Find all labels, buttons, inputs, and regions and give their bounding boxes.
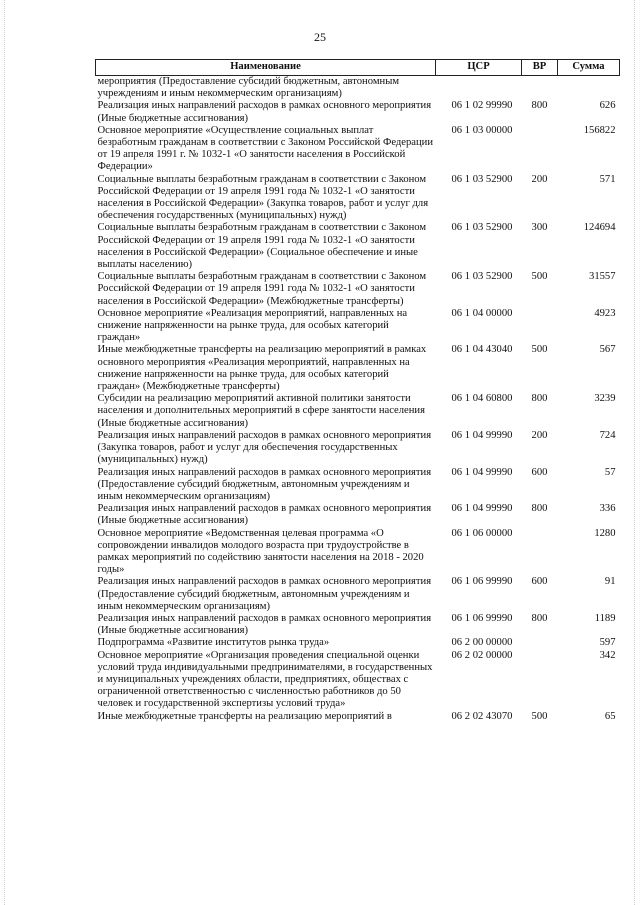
row-sum: 1189 bbox=[594, 612, 616, 624]
row-sum: 91 bbox=[604, 576, 616, 588]
row-sum: 4923 bbox=[594, 307, 616, 319]
row-name: Реализация иных направлений расходов в рамках основного мероприятия (Иные бюджетные ассигнования) bbox=[97, 612, 432, 637]
row-csr: 06 1 04 00000 bbox=[451, 307, 513, 319]
table-row bbox=[96, 467, 620, 504]
scan-edge-left bbox=[4, 0, 6, 905]
row-name: Социальные выплаты безработным гражданам в соответствии с Законом Российской Федерации от 19 апреля 1991 года № 1032-1 «О занятости населения в Российской Федерации» (Социальное обеспечение и иные выплаты населению) bbox=[97, 222, 427, 271]
row-name: Реализация иных направлений расходов в рамках основного мероприятия (Иные бюджетные ассигнования) bbox=[97, 100, 432, 124]
row-csr: 06 1 04 99990 bbox=[451, 503, 513, 515]
row-csr: 06 1 04 43040 bbox=[451, 344, 513, 356]
header-name: Наименование bbox=[96, 60, 436, 76]
row-sum: 57 bbox=[604, 466, 616, 478]
row-csr: 06 1 06 99990 bbox=[451, 576, 513, 588]
row-csr: 06 1 06 99990 bbox=[451, 612, 513, 624]
row-vr: 300 bbox=[531, 222, 548, 234]
row-vr: 500 bbox=[531, 710, 548, 722]
row-name: Социальные выплаты безработным гражданам в соответствии с Законом Российской Федерации от 19 апреля 1991 года № 1032-1 «О занятости населения в Российской Федерации» (Закупка товаров, работ и услуг для обеспечения государственных (муниципальных) нужд) bbox=[97, 173, 429, 222]
row-sum: 567 bbox=[599, 344, 616, 356]
row-sum: 1280 bbox=[594, 527, 616, 539]
table-row bbox=[96, 222, 620, 271]
row-name: Социальные выплаты безработным гражданам в соответствии с Законом Российской Федерации от 19 апреля 1991 года № 1032-1 «О занятости населения в Российской Федерации» (Межбюджетные трансферты) bbox=[97, 271, 427, 307]
row-sum: 597 bbox=[599, 637, 616, 649]
row-csr bbox=[436, 76, 522, 101]
row-name: Основное мероприятие «Осуществление социальных выплат безработным гражданам в соответствии с Законом Российской Федерации от 19 апреля 1991 г. № 1032-1 «О занятости населения в Российской Федерации» bbox=[97, 124, 433, 173]
row-vr bbox=[522, 650, 558, 711]
row-vr: 600 bbox=[531, 466, 548, 478]
row-sum: 336 bbox=[599, 503, 616, 515]
budget-table-container bbox=[95, 59, 619, 723]
row-vr: 600 bbox=[531, 576, 548, 588]
row-vr bbox=[522, 637, 558, 649]
row-name: Субсидии на реализацию мероприятий активной политики занятости населения и дополнительных мероприятий в сфере занятости населения (Иные бюджетные ассигнования) bbox=[97, 393, 425, 429]
table-row bbox=[96, 650, 620, 711]
header-csr: ЦСР bbox=[436, 60, 522, 76]
row-vr: 500 bbox=[531, 344, 548, 356]
row-csr: 06 1 03 52900 bbox=[451, 222, 513, 234]
row-name: мероприятия (Предоставление субсидий бюджетным, автономным учреждениям и иным некоммерческим организациям) bbox=[97, 76, 400, 100]
row-sum: 342 bbox=[599, 649, 616, 661]
row-name: Подпрограмма «Развитие институтов рынка труда» bbox=[97, 637, 330, 649]
row-csr: 06 1 04 60800 bbox=[451, 393, 513, 405]
header-vr: ВР bbox=[522, 60, 558, 76]
row-sum: 156822 bbox=[583, 124, 616, 136]
row-name: Основное мероприятие «Реализация мероприятий, направленных на снижение напряженности на рынке труда, для особых категорий граждан» bbox=[97, 307, 408, 344]
row-sum: 626 bbox=[599, 100, 616, 112]
row-name: Реализация иных направлений расходов в рамках основного мероприятия (Иные бюджетные ассигнования) bbox=[97, 503, 432, 527]
row-sum: 31557 bbox=[589, 271, 616, 283]
table-row bbox=[96, 100, 620, 124]
row-csr: 06 2 00 00000 bbox=[451, 637, 513, 649]
row-vr bbox=[522, 308, 558, 345]
table-row bbox=[96, 613, 620, 637]
row-vr bbox=[522, 528, 558, 577]
row-vr bbox=[522, 125, 558, 174]
header-sum: Сумма bbox=[558, 60, 620, 76]
page-number: 25 bbox=[314, 30, 326, 44]
row-name: Основное мероприятие «Ведомственная целевая программа «О сопровождении инвалидов молодого возраста при трудоустройстве в рамках мероприятий по содействию занятости населения на 2018 - 2020 годы» bbox=[97, 527, 424, 576]
table-row bbox=[96, 76, 620, 101]
scan-edge-right bbox=[634, 0, 636, 905]
row-sum: 571 bbox=[599, 173, 616, 185]
row-vr: 200 bbox=[531, 429, 548, 441]
row-vr: 800 bbox=[531, 503, 548, 515]
row-name: Иные межбюджетные трансферты на реализацию мероприятий в рамках основного мероприятия «Реализация мероприятий, направленных на снижение напряженности на рынке труда, для особых категорий граждан» (Межбюджетные трансферты) bbox=[97, 344, 427, 393]
row-csr: 06 2 02 43070 bbox=[451, 710, 513, 722]
row-csr: 06 1 02 99990 bbox=[451, 100, 513, 112]
row-csr: 06 1 04 99990 bbox=[451, 466, 513, 478]
budget-table bbox=[95, 59, 620, 723]
table-row bbox=[96, 344, 620, 393]
table-row bbox=[96, 503, 620, 527]
table-row bbox=[96, 576, 620, 613]
row-csr: 06 2 02 00000 bbox=[451, 649, 513, 661]
table-row bbox=[96, 430, 620, 467]
row-vr: 800 bbox=[531, 393, 548, 405]
row-name: Реализация иных направлений расходов в рамках основного мероприятия (Закупка товаров, работ и услуг для обеспечения государственных (муниципальных) нужд) bbox=[97, 429, 432, 466]
table-row bbox=[96, 637, 620, 649]
row-csr: 06 1 03 52900 bbox=[451, 173, 513, 185]
table-header-row bbox=[96, 60, 620, 76]
row-vr: 500 bbox=[531, 271, 548, 283]
row-sum bbox=[558, 76, 620, 101]
row-sum: 124694 bbox=[583, 222, 616, 234]
table-row bbox=[96, 271, 620, 308]
row-csr: 06 1 04 99990 bbox=[451, 429, 513, 441]
row-vr: 200 bbox=[531, 173, 548, 185]
row-csr: 06 1 03 00000 bbox=[451, 124, 513, 136]
table-row bbox=[96, 711, 620, 723]
table-row bbox=[96, 125, 620, 174]
row-csr: 06 1 03 52900 bbox=[451, 271, 513, 283]
row-name: Реализация иных направлений расходов в рамках основного мероприятия (Предоставление субсидий бюджетным, автономным учреждениям и иным некоммерческим организациям) bbox=[97, 466, 432, 502]
row-csr: 06 1 06 00000 bbox=[451, 527, 513, 539]
table-row bbox=[96, 174, 620, 223]
table-row bbox=[96, 308, 620, 345]
row-sum: 3239 bbox=[594, 393, 616, 405]
row-sum: 65 bbox=[604, 710, 616, 722]
row-sum: 724 bbox=[599, 429, 616, 441]
row-name: Реализация иных направлений расходов в рамках основного мероприятия (Предоставление субсидий бюджетным, автономным учреждениям и иным некоммерческим организациям) bbox=[97, 576, 432, 612]
row-vr: 800 bbox=[531, 612, 548, 624]
table-row bbox=[96, 393, 620, 430]
row-vr: 800 bbox=[531, 100, 548, 112]
row-name: Иные межбюджетные трансферты на реализацию мероприятий в bbox=[97, 710, 392, 722]
row-vr bbox=[522, 76, 558, 101]
table-row bbox=[96, 528, 620, 577]
row-name: Основное мероприятие «Организация проведения специальной оценки условий труда индивидуальными предпринимателями, в государственных и муниципальных учреждениях области, предприятиях, обществах с ограниченной ответственностью с численностью работников до 50 человек и государственной экспертизы условий труда» bbox=[97, 649, 433, 710]
